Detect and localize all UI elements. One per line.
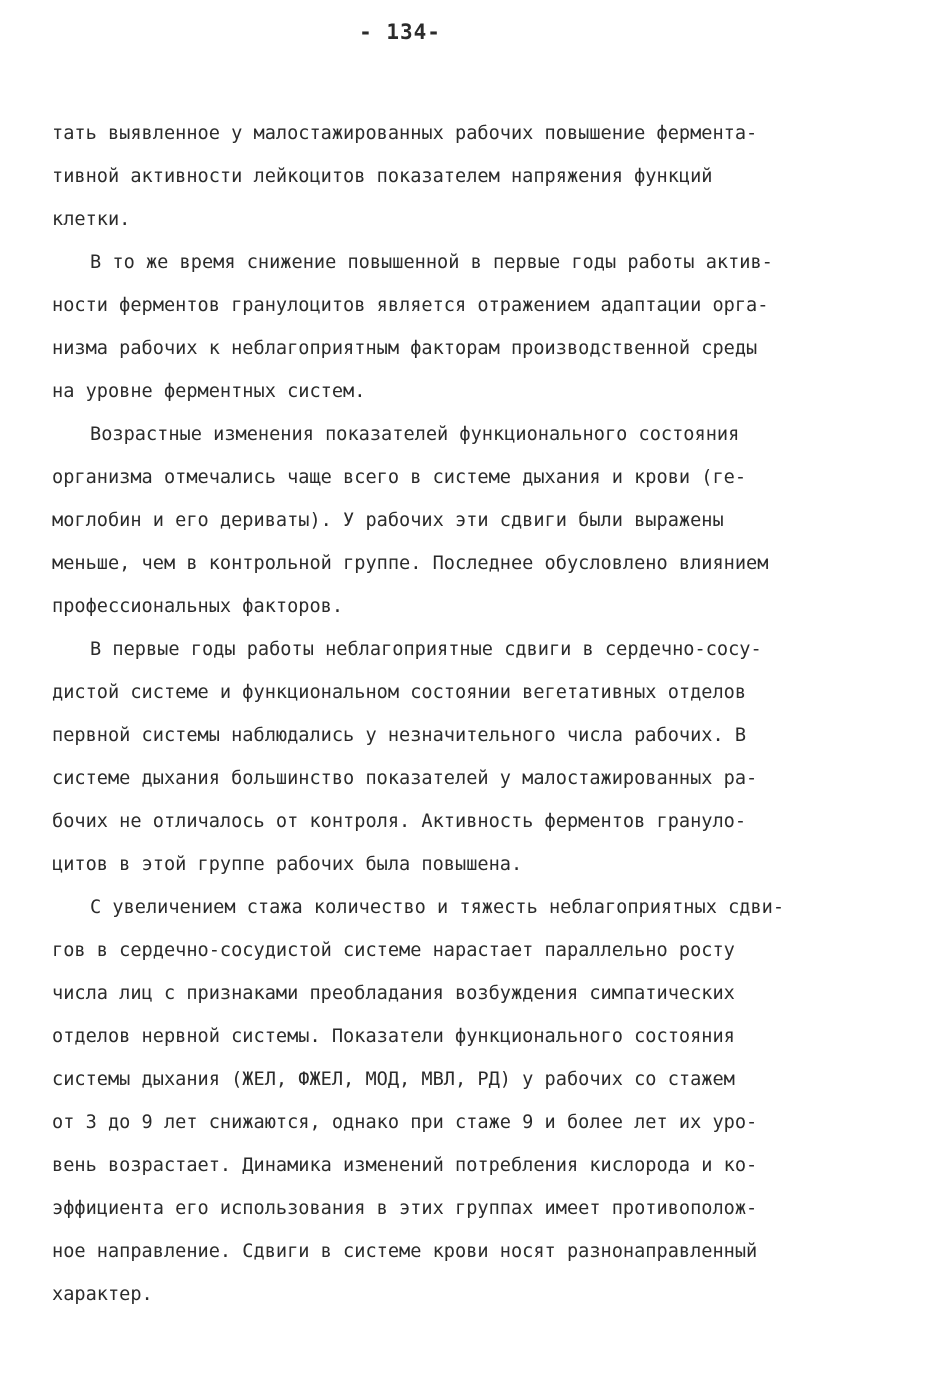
text-line: цитов в этой группе рабочих была повышена. xyxy=(52,854,523,875)
text-line: системе дыхания большинство показателей у малостажированных ра- xyxy=(52,768,758,789)
text-line: ности ферментов гранулоцитов является отражением адаптации орга- xyxy=(52,295,769,316)
text-line: вень возрастает. Динамика изменений потребления кислорода и ко- xyxy=(52,1155,758,1176)
text-line: системы дыхания (ЖЕЛ, ФЖЕЛ, МОД, МВЛ, РД) у рабочих со стажем xyxy=(52,1069,735,1090)
text-line: клетки. xyxy=(52,209,131,230)
text-line: тивной активности лейкоцитов показателем напряжения функций xyxy=(52,166,713,187)
paragraph-first-line: В то же время снижение повышенной в первые годы работы актив- xyxy=(90,252,773,273)
paragraph-first-line: Возрастные изменения показателей функционального состояния xyxy=(90,424,740,445)
paragraph-first-line: В первые годы работы неблагоприятные сдвиги в сердечно-сосу- xyxy=(90,639,762,660)
text-line: отделов нервной системы. Показатели функционального состояния xyxy=(52,1026,735,1047)
text-line: тать выявленное у малостажированных рабочих повышение фермента- xyxy=(52,123,758,144)
text-line: числа лиц с признаками преобладания возбуждения симпатических xyxy=(52,983,735,1004)
text-line: низма рабочих к неблагоприятным факторам производственной среды xyxy=(52,338,758,359)
text-line: на уровне ферментных систем. xyxy=(52,381,366,402)
text-line: гов в сердечно-сосудистой системе нарастает параллельно росту xyxy=(52,940,735,961)
paragraph-first-line: С увеличением стажа количество и тяжесть неблагоприятных сдви- xyxy=(90,897,785,918)
text-line: первной системы наблюдались у незначительного числа рабочих. В xyxy=(52,725,747,746)
text-line: профессиональных факторов. xyxy=(52,596,344,617)
text-line: меньше, чем в контрольной группе. Последнее обусловлено влиянием xyxy=(52,553,769,574)
body-text xyxy=(52,112,872,1316)
text-line: моглобин и его дериваты). У рабочих эти сдвиги были выражены xyxy=(52,510,724,531)
text-line: дистой системе и функциональном состоянии вегетативных отделов xyxy=(52,682,747,703)
page-number: - 134- xyxy=(359,20,441,44)
text-line: ное направление. Сдвиги в системе крови носят разнонаправленный xyxy=(52,1241,758,1262)
text-line: организма отмечались чаще всего в системе дыхания и крови (ге- xyxy=(52,467,747,488)
text-line: эффициента его использования в этих группах имеет противополож- xyxy=(52,1198,758,1219)
text-line: от 3 до 9 лет снижаются, однако при стаже 9 и более лет их уро- xyxy=(52,1112,758,1133)
text-line: бочих не отличалось от контроля. Активность ферментов грануло- xyxy=(52,811,747,832)
text-line: характер. xyxy=(52,1284,153,1305)
